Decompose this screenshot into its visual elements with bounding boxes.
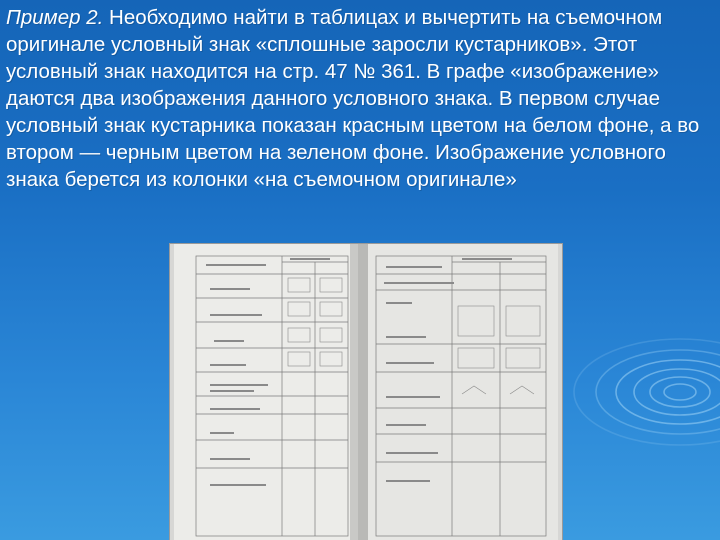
slide-text xyxy=(6,4,714,193)
slide-body-text: Необходимо найти в таблицах и вычертить на съемочном оригинале условный знак «сплошные заросли кустарников». Этот условный знак находится на стр. 47 № 361. В графе «изображение» даются два изображения данного условного знака. В первом случае условный знак кустарника показан красным цветом на белом фоне, а во втором — черным цветом на зеленом фоне. Изображение условного знака берется из колонки «на съемочном оригинале» xyxy=(6,6,700,191)
example-label: Пример 2. xyxy=(6,6,104,29)
reference-book-photo xyxy=(170,244,562,540)
